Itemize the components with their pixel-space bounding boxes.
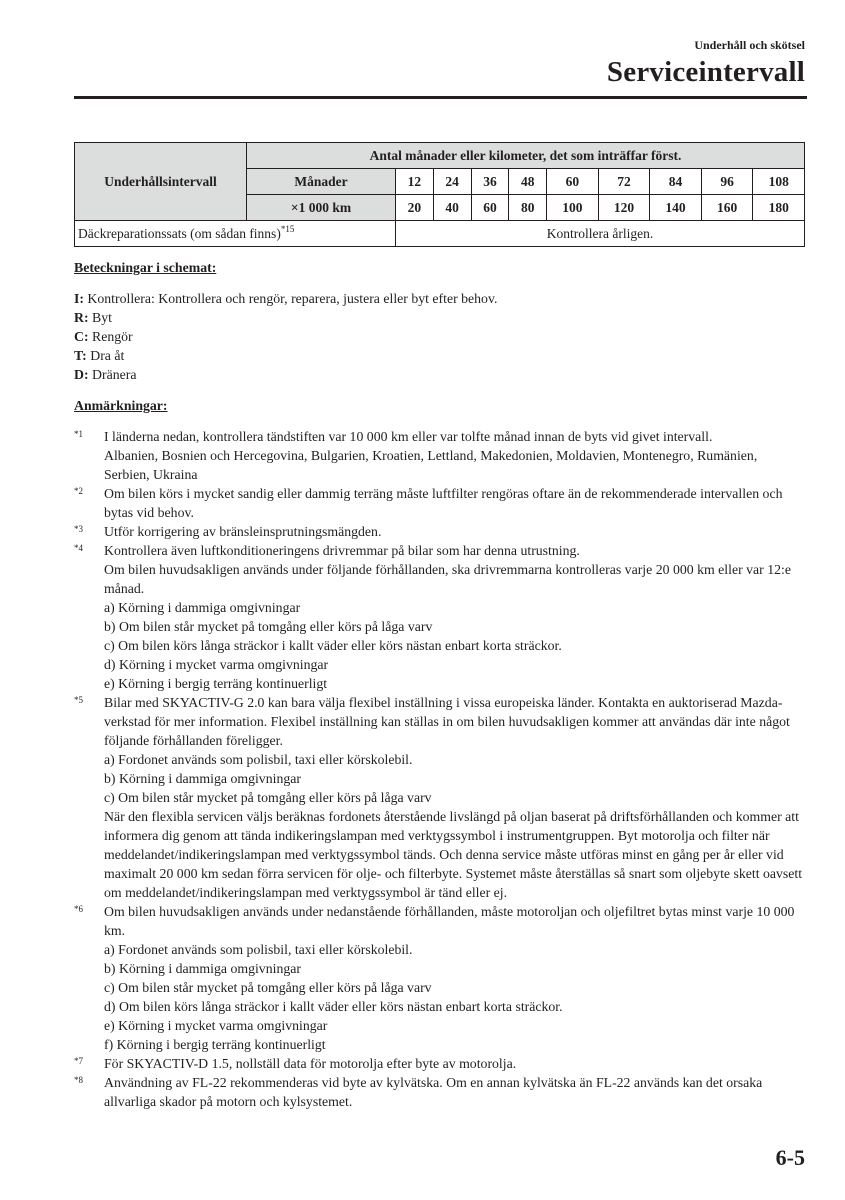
item-label: Däckreparationssats (om sådan finns) bbox=[78, 225, 281, 241]
note-line: c) Om bilen står mycket på tomgång eller körs på låga varv bbox=[104, 980, 432, 995]
note-line: d) Om bilen körs långa sträckor i kallt väder eller körs nästan enbart korta sträckor. bbox=[104, 999, 563, 1014]
km-value: 80 bbox=[509, 195, 547, 221]
notes-heading: Anmärkningar: bbox=[74, 398, 168, 413]
note-mark bbox=[74, 427, 83, 446]
caption-cell: Antal månader eller kilometer, det som inträffar först. bbox=[247, 143, 805, 169]
note-line: Kontrollera även luftkonditioneringens drivremmar på bilar som har denna utrustning. bbox=[104, 543, 580, 558]
km-value: 120 bbox=[598, 195, 650, 221]
item-value: Kontrollera årligen. bbox=[396, 221, 805, 247]
legend-key: R: bbox=[74, 310, 89, 325]
note-line: c) Om bilen står mycket på tomgång eller körs på låga varv bbox=[104, 790, 432, 805]
legend-item bbox=[74, 327, 806, 346]
note-mark bbox=[74, 902, 83, 921]
page-title: Serviceintervall bbox=[606, 56, 805, 88]
section-title: Underhåll och skötsel bbox=[694, 38, 805, 52]
months-value: 96 bbox=[701, 169, 753, 195]
note-item bbox=[74, 902, 806, 1054]
km-value: 140 bbox=[650, 195, 702, 221]
note-line: I länderna nedan, kontrollera tändstiften var 10 000 km eller var tolfte månad innan de byts vid givet intervall. bbox=[104, 429, 713, 444]
km-value: 60 bbox=[471, 195, 509, 221]
table-row bbox=[75, 221, 805, 247]
note-mark bbox=[74, 484, 83, 503]
note-mark bbox=[74, 522, 83, 541]
note-line: b) Körning i dammiga omgivningar bbox=[104, 961, 301, 976]
note-line: Om bilen huvudsakligen används under följande förhållanden, ska drivremmarna kontrolleras varje 20 000 km eller var 12:e månad. bbox=[104, 562, 791, 596]
legend-text: Dra åt bbox=[90, 348, 125, 363]
note-line: För SKYACTIV-D 1.5, nollställ data för motorolja efter byte av motorolja. bbox=[104, 1056, 517, 1071]
note-line: b) Körning i dammiga omgivningar bbox=[104, 771, 301, 786]
legend-item bbox=[74, 289, 806, 308]
note-line: Användning av FL-22 rekommenderas vid byte av kylvätska. Om en annan kylvätska än FL-22 används kan det orsaka allvarliga skador på motorn och kylsystemet. bbox=[104, 1075, 763, 1109]
legend-item bbox=[74, 308, 806, 327]
legend-key: I: bbox=[74, 291, 84, 306]
months-value: 24 bbox=[433, 169, 471, 195]
legend-heading: Beteckningar i schemat: bbox=[74, 260, 217, 275]
note-line: c) Om bilen körs långa sträckor i kallt väder eller körs nästan enbart korta sträckor. bbox=[104, 638, 562, 653]
page-number: 6-5 bbox=[775, 1145, 805, 1170]
note-mark-text: *1 bbox=[74, 429, 83, 439]
note-item bbox=[74, 541, 806, 693]
note-mark-text: *8 bbox=[74, 1075, 83, 1085]
note-mark bbox=[74, 693, 83, 712]
content bbox=[74, 258, 806, 1111]
note-line: a) Körning i dammiga omgivningar bbox=[104, 600, 301, 615]
note-line: e) Körning i mycket varma omgivningar bbox=[104, 1018, 328, 1033]
months-value: 72 bbox=[598, 169, 650, 195]
km-value: 20 bbox=[396, 195, 434, 221]
note-item bbox=[74, 522, 806, 541]
km-label: ×1 000 km bbox=[247, 195, 396, 221]
notes-list bbox=[74, 427, 806, 1111]
km-value: 40 bbox=[433, 195, 471, 221]
note-item bbox=[74, 427, 806, 484]
table-header-row bbox=[75, 143, 805, 169]
legend-item bbox=[74, 365, 806, 384]
note-line: Om bilen körs i mycket sandig eller dammig terräng måste luftfilter rengöras oftare än de rekommenderade intervallen och bytas vid behov. bbox=[104, 486, 783, 520]
note-line: b) Om bilen står mycket på tomgång eller körs på låga varv bbox=[104, 619, 433, 634]
note-line: a) Fordonet används som polisbil, taxi eller körskolebil. bbox=[104, 752, 413, 767]
note-line: e) Körning i bergig terräng kontinuerligt bbox=[104, 676, 328, 691]
months-value: 12 bbox=[396, 169, 434, 195]
row-label-cell: Underhållsintervall bbox=[75, 143, 247, 221]
service-interval-table bbox=[74, 142, 805, 247]
months-value: 60 bbox=[547, 169, 599, 195]
months-label: Månader bbox=[247, 169, 396, 195]
note-mark-text: *5 bbox=[74, 695, 83, 705]
legend-item bbox=[74, 346, 806, 365]
note-mark bbox=[74, 1073, 83, 1092]
legend-text: Dränera bbox=[92, 367, 137, 382]
note-item bbox=[74, 1054, 806, 1073]
months-value: 48 bbox=[509, 169, 547, 195]
item-footnote: *15 bbox=[280, 223, 295, 234]
km-value: 180 bbox=[753, 195, 805, 221]
legend-text: Byt bbox=[92, 310, 112, 325]
note-line: Om bilen huvudsakligen används under nedanstående förhållanden, måste motoroljan och oljefiltret bytas minst varje 10 000 km. bbox=[104, 904, 795, 938]
months-value: 84 bbox=[650, 169, 702, 195]
note-line: Utför korrigering av bränsleinsprutningsmängden. bbox=[104, 524, 382, 539]
note-mark-text: *2 bbox=[74, 486, 83, 496]
header-rule bbox=[74, 96, 807, 99]
note-item bbox=[74, 1073, 806, 1111]
item-cell bbox=[75, 221, 396, 247]
note-line: Albanien, Bosnien och Hercegovina, Bulgarien, Kroatien, Lettland, Makedonien, Moldavien, Montenegro, Rumänien, Serbien, Ukraina bbox=[104, 448, 758, 482]
legend-key: C: bbox=[74, 329, 89, 344]
note-mark-text: *6 bbox=[74, 904, 83, 914]
note-mark-text: *3 bbox=[74, 524, 83, 534]
note-mark-text: *4 bbox=[74, 543, 83, 553]
legend-text: Rengör bbox=[92, 329, 133, 344]
km-value: 100 bbox=[547, 195, 599, 221]
legend-text: Kontrollera: Kontrollera och rengör, reparera, justera eller byt efter behov. bbox=[87, 291, 498, 306]
note-line: f) Körning i bergig terräng kontinuerligt bbox=[104, 1037, 326, 1052]
note-mark bbox=[74, 1054, 83, 1073]
legend-key: T: bbox=[74, 348, 87, 363]
note-line: d) Körning i mycket varma omgivningar bbox=[104, 657, 329, 672]
note-line: Bilar med SKYACTIV-G 2.0 kan bara välja flexibel inställning i vissa europeiska länder. Kontakta en auktoriserad Mazda-verkstad för mer information. Flexibel inställning kan ställas in om bilen huvudsakligen kommer att användas där inte något följande förhållanden föreligger. bbox=[104, 695, 790, 748]
months-value: 36 bbox=[471, 169, 509, 195]
note-mark bbox=[74, 541, 83, 560]
note-mark-text: *7 bbox=[74, 1056, 83, 1066]
note-line: När den flexibla servicen väljs beräknas fordonets återstående livslängd på oljan baserat på driftsförhållanden och kommer att informera dig genom att tända indikeringslampan med verktygssymbol i instrumentgruppen. Byt motorolja och filter när meddelandet/indikeringslampan med verktygssymbol tänds. Och denna service måste utföras minst en gång per år eller vid maximalt 20 000 km sedan förra servicen för olje- och filterbyte. Systemet måste återställas så snart som oljebyte skett oavsett om meddelandet/indikeringslampan med verktygssymbol är tänd eller ej. bbox=[104, 809, 803, 900]
note-item bbox=[74, 693, 806, 902]
note-line: a) Fordonet används som polisbil, taxi eller körskolebil. bbox=[104, 942, 413, 957]
km-value: 160 bbox=[701, 195, 753, 221]
note-item bbox=[74, 484, 806, 522]
months-value: 108 bbox=[753, 169, 805, 195]
legend-key: D: bbox=[74, 367, 89, 382]
legend-list bbox=[74, 289, 806, 384]
